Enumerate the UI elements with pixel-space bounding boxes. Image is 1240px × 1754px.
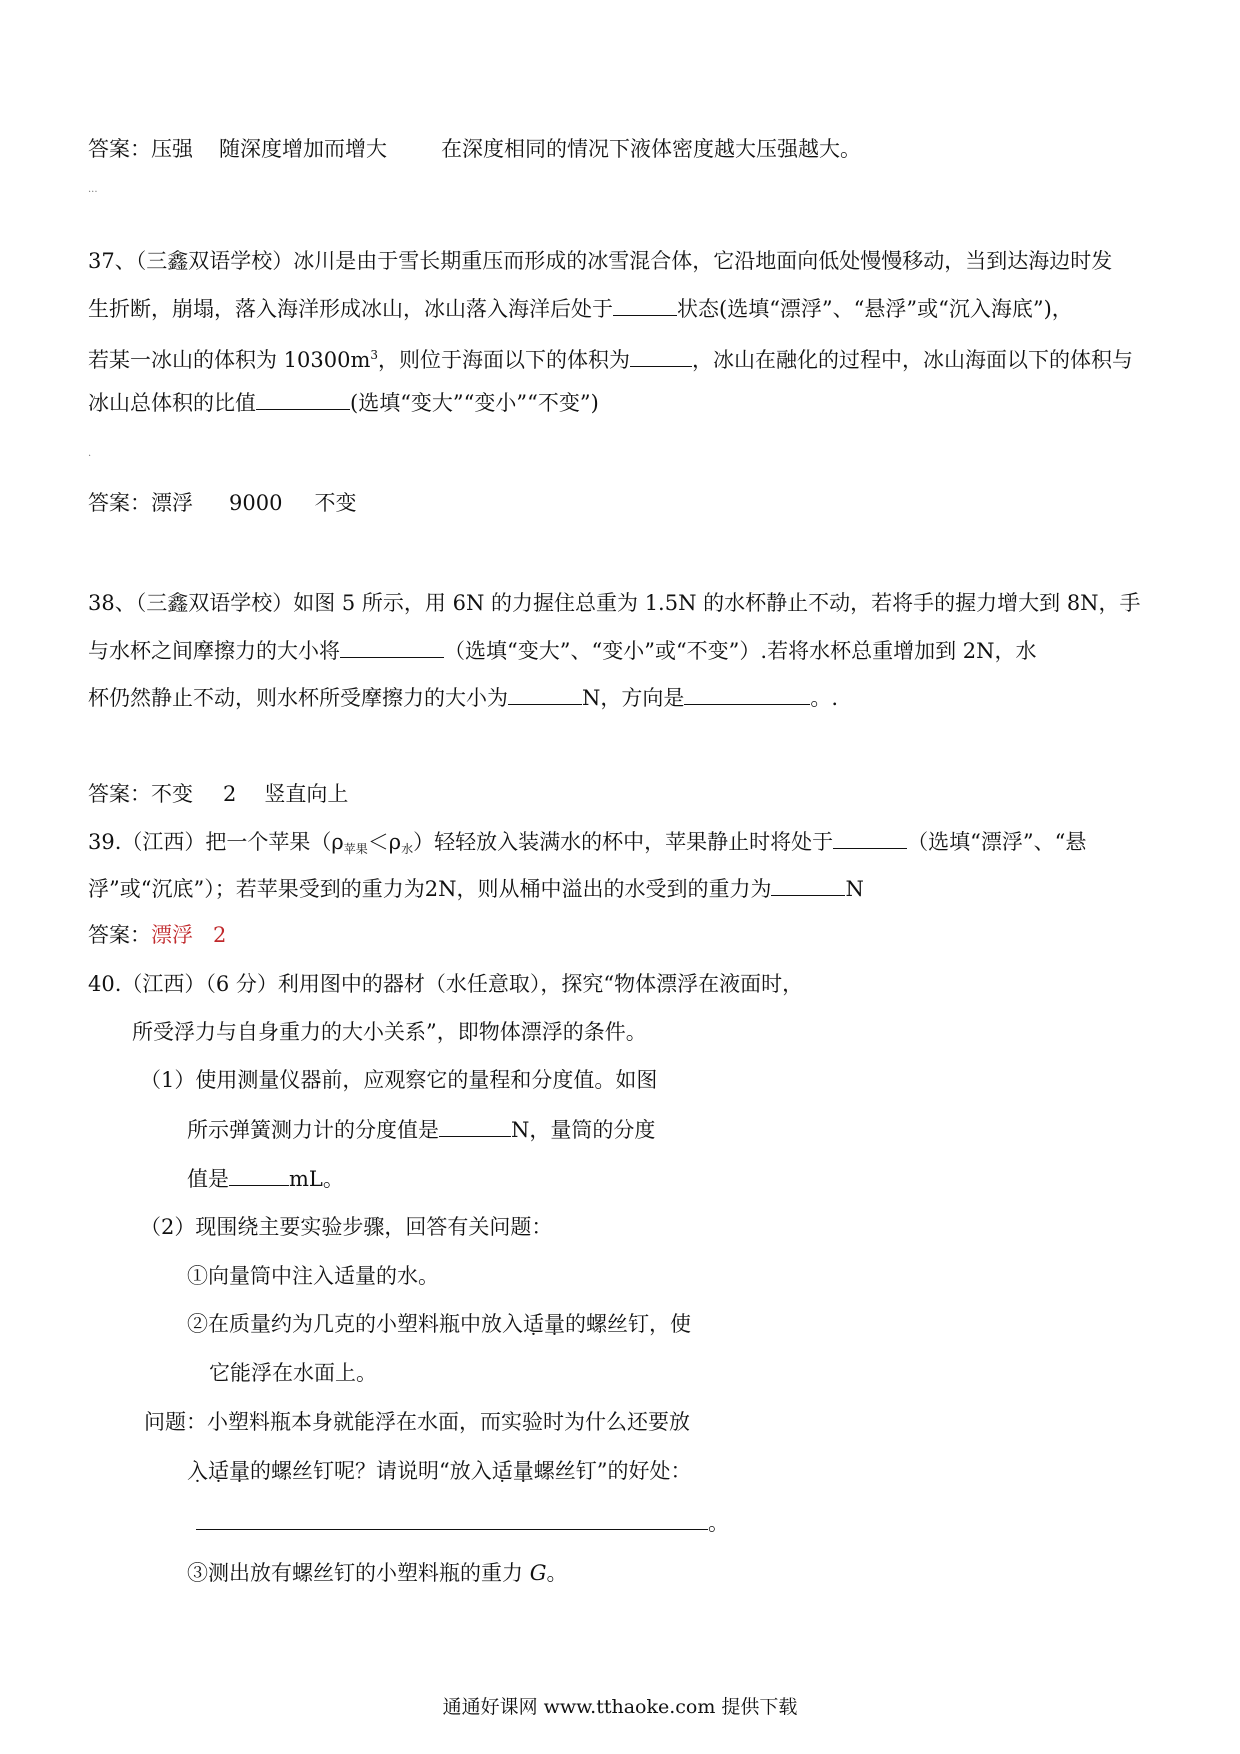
q40-blank-cylinder [229,1163,289,1186]
q39-answer-line [88,920,226,950]
q40-step-3 [187,1558,567,1588]
q37-line-2 [88,293,1073,324]
q40-symbol-g: G [529,1561,547,1585]
q40-part1-line-2 [187,1114,655,1145]
q39-answer-prefix: 答案： [88,923,151,947]
q40-text-p1-2b: N，量筒的分度 [511,1118,656,1142]
q38-answer-3: 竖直向上 [264,782,349,806]
q40-question-line-1: 问题：小塑料瓶本身就能浮在水面，而实验时为什么还要放 [144,1410,690,1434]
q39-answer-1: 漂浮 [151,923,193,947]
q38-blank-direction [684,682,810,705]
q38-line-1: 38、（三鑫双语学校）如图 5 所示，用 6N 的力握住总重为 1.5N 的水杯静止不动，若将手的握力增大到 8N，手 [88,591,1141,615]
q37-text-3c: ，冰山在融化的过程中，冰山海面以下的体积与 [692,348,1134,372]
q40-blank-scale [439,1114,511,1137]
q40-text-q2b: 螺丝钉”的好处： [533,1459,692,1483]
q40-text-s3a: ③测出放有螺丝钉的小塑料瓶的重力 [187,1561,530,1585]
q40-emphasis-5: 量 [229,1459,250,1483]
q37-blank-ratio [256,387,350,410]
q38-text-3b: N，方向是 [582,686,685,710]
q40-part1-line-1: （1）使用测量仪器前，应观察它的量程和分度值。如图 [140,1068,658,1092]
q39-blank-state [833,826,907,849]
q38-answer-line [88,779,348,809]
q39-text-2b: N [845,877,864,901]
q39-blank-weight [771,873,845,896]
q40-text-p1-3a: 值是 [187,1167,229,1191]
q37-text-2b: 状态(选填“漂浮”、“悬浮”或“沉入海底”)， [677,297,1073,321]
q39-text-1a: 39.（江西）把一个苹果（ρ [88,830,344,854]
q37-blank-volume [630,344,692,367]
q39-line-2 [88,873,864,904]
q37-line-4 [88,387,599,418]
q40-text-p1-3b: mL。 [289,1167,344,1191]
q40-step-2-cont: 它能浮在水面上。 [209,1361,377,1385]
q40-question-line-2 [187,1456,692,1486]
q36-answer-prefix: 答案：压强 [88,137,193,161]
q40-text-q2a: 的螺丝钉呢？请说明“放入 [250,1459,492,1483]
q37-superscript: 3 [370,348,379,362]
q39-sub-water: 水 [401,842,414,856]
q38-blank-value [508,682,582,705]
q37-answer-2: 9000 [229,491,283,515]
q36-answer-line [88,134,861,164]
q39-text-1d: （选填“漂浮”、“悬 [907,830,1087,854]
q40-emphasis-7: 量 [512,1459,534,1483]
q37-answer-line [88,488,356,518]
q40-text-qend: 。 [708,1511,729,1535]
q37-text-4a: 冰山总体积的比值 [88,391,256,415]
q38-line-3 [88,682,838,713]
q40-part2-line-1: （2）现围绕主要实验步骤，回答有关问题： [140,1215,553,1239]
q40-emphasis-3: 入 [187,1459,208,1483]
q38-text-2b: （选填“变大”、“变小”或“不变”）.若将水杯总重增加到 2N，水 [444,639,1037,663]
q37-line-1: 37、（三鑫双语学校）冰川是由于雪长期重压而形成的冰雪混合体，它沿地面向低处慢慢移动，当到达海边时发 [88,249,1113,273]
q37-blank-state [613,293,677,316]
q39-text-2a: 浮”或“沉底”）；若苹果受到的重力为2N，则从桶中溢出的水受到的重力为 [88,877,772,901]
q40-line-2: 所受浮力与自身重力的大小关系”，即物体漂浮的条件。 [132,1020,647,1044]
q38-text-3c: 。. [810,686,839,710]
q39-text-1c: ）轻轻放入装满水的杯中，苹果静止时将处于 [413,830,834,854]
stray-dots: ... [88,184,98,195]
q40-emphasis-6: 适 [491,1459,513,1483]
stray-dot: . [88,448,92,459]
q38-text-2a: 与水杯之间摩擦力的大小将 [88,639,340,663]
q40-step-1: ①向量筒中注入适量的水。 [187,1264,439,1288]
q37-text-3a: 若某一冰山的体积为 10300m [88,348,371,372]
q40-answer-blank-line [196,1507,729,1538]
q40-emphasis-1: 适 [523,1312,544,1336]
q40-step-2 [187,1309,691,1339]
q40-text-s2b: 的螺丝钉，使 [565,1312,691,1336]
q40-emphasis-4: 适 [208,1459,229,1483]
q38-text-3a: 杯仍然静止不动，则水杯所受摩擦力的大小为 [88,686,508,710]
q40-text-s3b: 。 [546,1561,568,1585]
q37-text-2a: 生折断，崩塌，落入海洋形成冰山，冰山落入海洋后处于 [88,297,613,321]
q39-text-1b: ＜ρ [367,830,402,854]
q40-text-p1-2a: 所示弹簧测力计的分度值是 [187,1118,439,1142]
q36-answer-3: 在深度相同的情况下液体密度越大压强越大。 [441,137,861,161]
q40-line-1: 40.（江西）（6 分）利用图中的器材（水任意取），探究“物体漂浮在液面时， [88,972,804,996]
q36-answer-2: 随深度增加而增大 [219,137,387,161]
q39-answer-2: 2 [213,923,227,947]
q40-blank-benefit [196,1507,708,1530]
q37-text-4b: (选填“变大”“变小”“不变”) [350,391,599,415]
q38-answer-2: 2 [223,782,237,806]
q37-text-3b: ，则位于海面以下的体积为 [378,348,631,372]
q38-blank-friction [340,635,444,658]
q40-text-s2a: ②在质量约为几克的小塑料瓶中放入 [187,1312,523,1336]
q38-line-2 [88,635,1037,666]
q37-answer-3: 不变 [314,491,357,515]
q37-line-3 [88,340,1133,375]
footer-credit: 通通好课网 www.tthaoke.com 提供下载 [442,1696,798,1718]
q39-sub-apple: 苹果 [343,842,368,856]
q37-answer-prefix: 答案：漂浮 [88,491,193,515]
q40-emphasis-2: 量 [544,1312,565,1336]
q40-part1-line-3 [187,1163,344,1194]
q38-answer-prefix: 答案：不变 [88,782,193,806]
q39-line-1 [88,826,1086,864]
